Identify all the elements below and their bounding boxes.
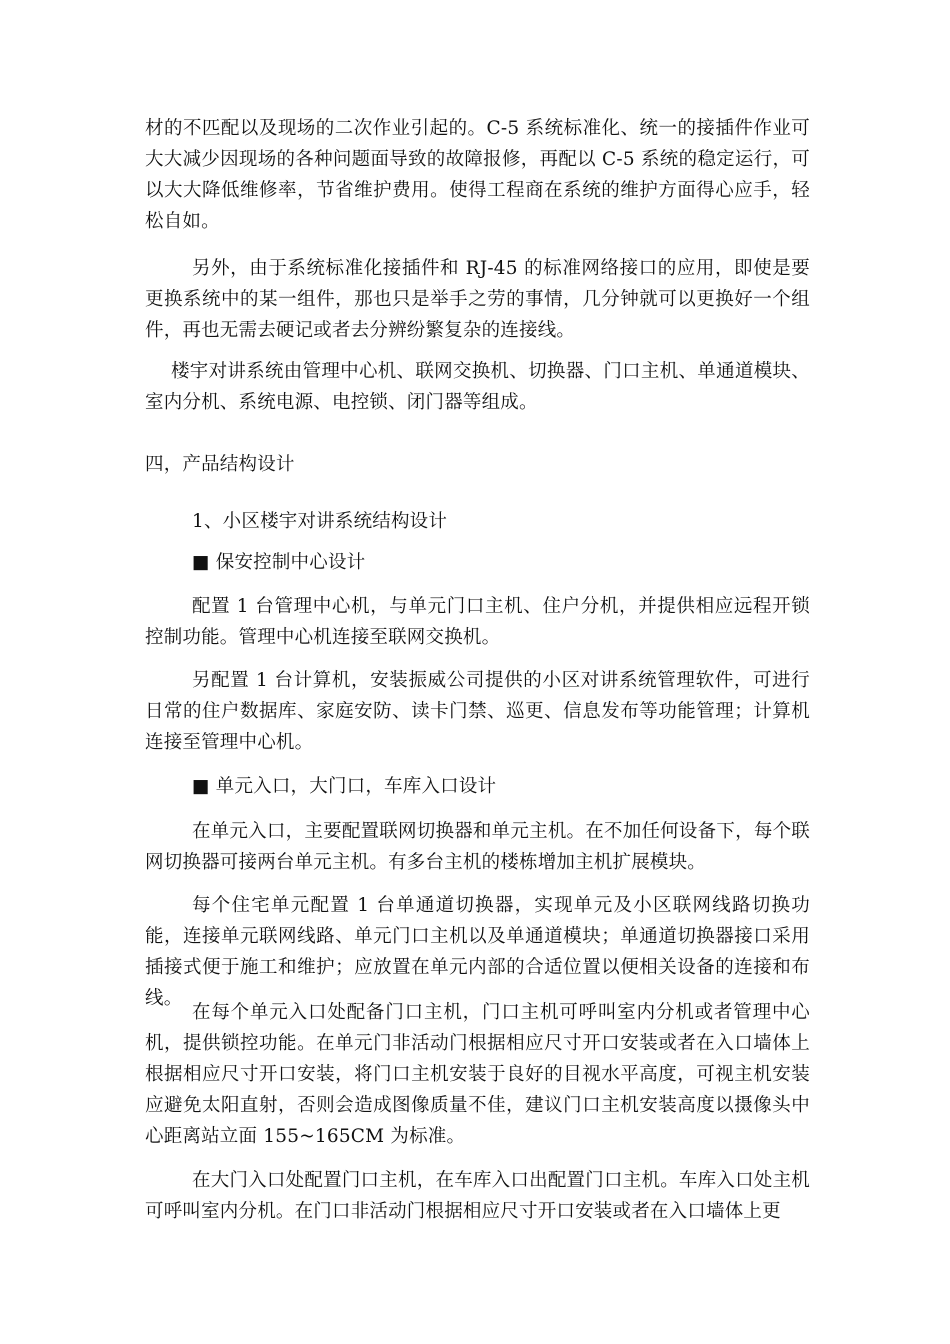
section-heading-product-structure: 四，产品结构设计 [145, 454, 295, 475]
bullet-heading-entrances: ■ 单元入口，大门口，车库入口设计 [192, 776, 497, 797]
paragraph-system-components: 楼宇对讲系统由管理中心机、联网交换机、切换器、门口主机、单通道模块、室内分机、系统电源、电控锁、闭门器等组成。 [145, 361, 810, 413]
paragraph-unit-entrance: 在单元入口，主要配置联网切换器和单元主机。在不加任何设备下，每个联网切换器可接两台单元主机。有多台主机的楼栋增加主机扩展模块。 [145, 821, 810, 873]
paragraph-management-center: 配置 1 台管理中心机，与单元门口主机、住户分机，并提供相应远程开锁控制功能。管理中心机连接至联网交换机。 [145, 596, 810, 648]
paragraph-single-channel-switch: 每个住宅单元配置 1 台单通道切换器，实现单元及小区联网线路切换功能，连接单元联网线路、单元门口主机以及单通道模块；单通道切换器接口采用插接式便于施工和维护；应放置在单元内部的合适位置以便相关设备的连接和布线。 [145, 895, 810, 1009]
paragraph-maintenance-intro: 材的不匹配以及现场的二次作业引起的。C-5 系统标准化、统一的接插件作业可大大减少因现场的各种问题面导致的故障报修，再配以 C-5 系统的稳定运行，可以大大降低维修率，节省维护费用。使得工程商在系统的维护方面得心应手，轻松自如。 [145, 118, 810, 232]
paragraph-main-gate-garage: 在大门入口处配置门口主机，在车库入口出配置门口主机。车库入口处主机可呼叫室内分机。在门口非活动门根据相应尺寸开口安装或者在入口墙体上更 [145, 1170, 810, 1222]
subsection-heading-intercom-structure: 1、小区楼宇对讲系统结构设计 [192, 511, 448, 532]
paragraph-standard-connectors: 另外，由于系统标准化接插件和 RJ-45 的标准网络接口的应用，即使是要更换系统中的某一组件，那也只是举手之劳的事情，几分钟就可以更换好一个组件，再也无需去硬记或者去分辨纷繁复杂的连接线。 [145, 258, 810, 341]
bullet-heading-security-center: ■ 保安控制中心设计 [192, 552, 366, 573]
paragraph-door-station: 在每个单元入口处配备门口主机，门口主机可呼叫室内分机或者管理中心机，提供锁控功能。在单元门非活动门根据相应尺寸开口安装或者在入口墙体上根据相应尺寸开口安装，将门口主机安装于良好的目视水平高度，可视主机安装应避免太阳直射，否则会造成图像质量不佳，建议门口主机安装高度以摄像头中心距离站立面 155~165CM 为标准。 [145, 1002, 810, 1147]
paragraph-computer-config: 另配置 1 台计算机，安装振威公司提供的小区对讲系统管理软件，可进行日常的住户数据库、家庭安防、读卡门禁、巡更、信息发布等功能管理；计算机连接至管理中心机。 [145, 670, 810, 753]
